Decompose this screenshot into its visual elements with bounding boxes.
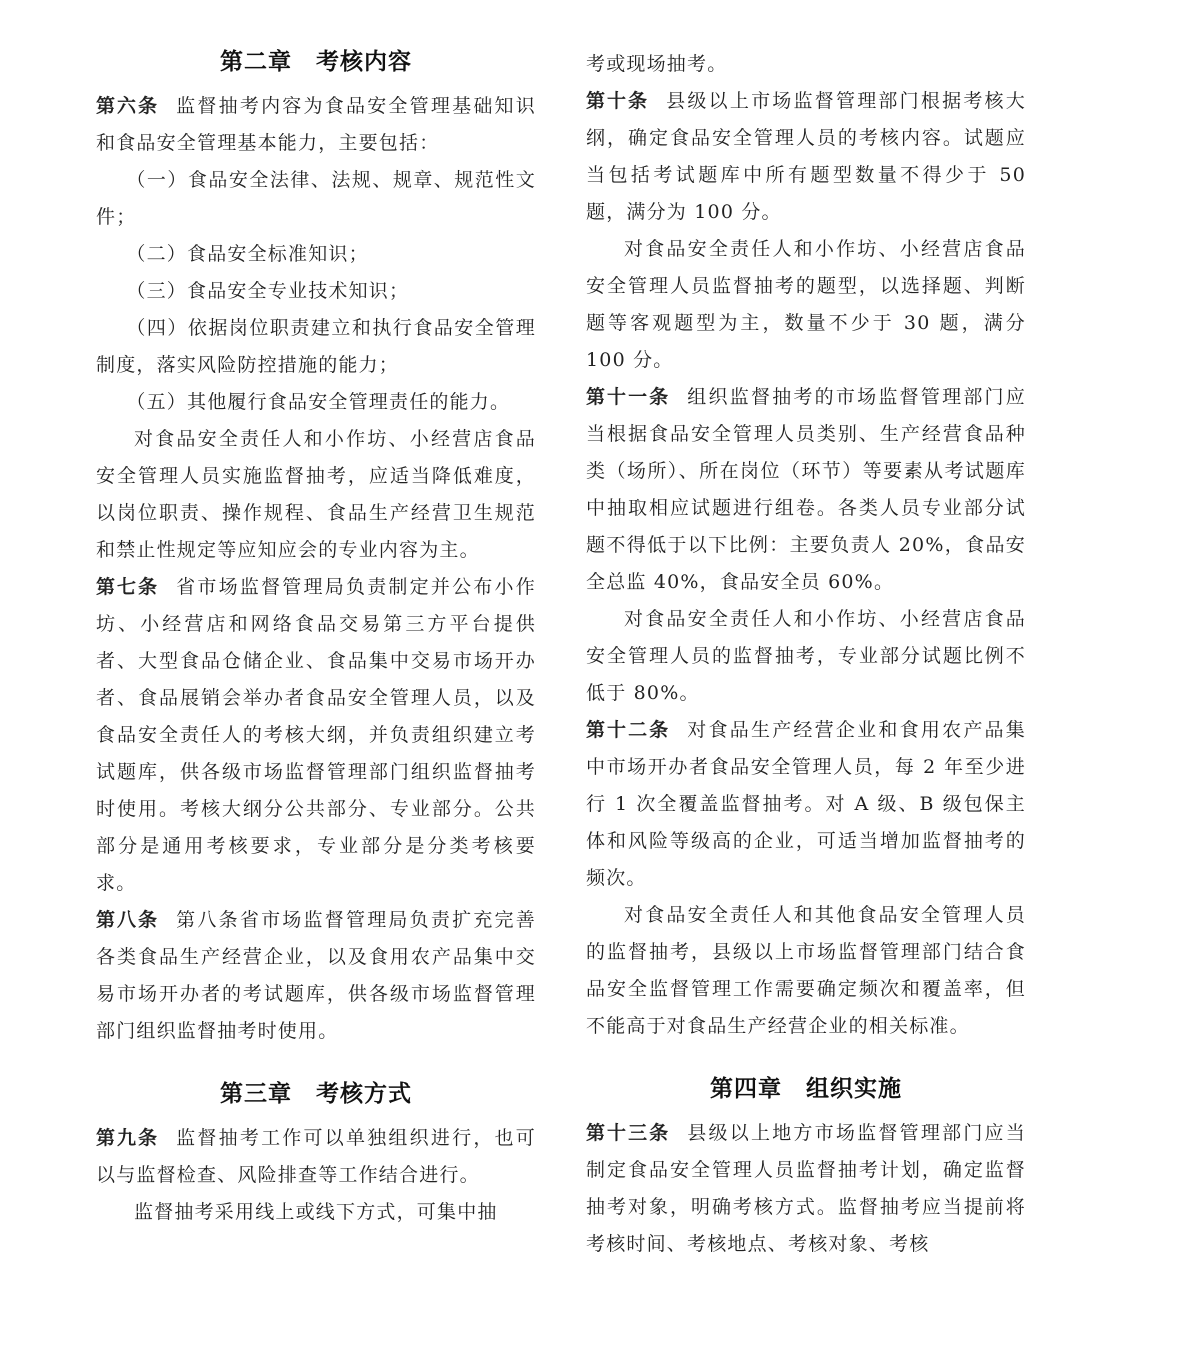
article-10-paragraph-2: 对食品安全责任人和小作坊、小经营店食品安全管理人员监督抽考的题型，以选择题、判断题等客观题型为主，数量不少于 30 题，满分 100 分。 bbox=[586, 238, 1026, 371]
article-6-item-5: （五）其他履行食品安全管理责任的能力。 bbox=[126, 391, 511, 413]
article-8-label: 第八条 bbox=[96, 909, 160, 931]
article-10-label: 第十条 bbox=[586, 90, 650, 112]
article-11-text: 组织监督抽考的市场监督管理部门应当根据食品安全管理人员类别、生产经营食品种类（场所）、所在岗位（环节）等要素从考试题库中抽取相应试题进行组卷。各类人员专业部分试题不得低于以下比例：主要负责人 20%，食品安全总监 40%，食品安全员 60%。 bbox=[586, 386, 1026, 593]
article-8 bbox=[96, 902, 536, 1050]
article-7-text: 省市场监督管理局负责制定并公布小作坊、小经营店和网络食品交易第三方平台提供者、大型食品仓储企业、食品集中交易市场开办者、食品展销会举办者食品安全管理人员，以及食品安全责任人的考核大纲，并负责组织建立考试题库，供各级市场监督管理部门组织监督抽考时使用。考核大纲分公共部分、专业部分。公共部分是通用考核要求，专业部分是分类考核要求。 bbox=[96, 576, 536, 894]
article-9 bbox=[96, 1120, 536, 1194]
article-6-item-1: （一）食品安全法律、法规、规章、规范性文件； bbox=[96, 169, 536, 228]
article-6-label: 第六条 bbox=[96, 95, 160, 117]
article-7 bbox=[96, 569, 536, 902]
article-6 bbox=[96, 88, 536, 162]
article-10 bbox=[586, 83, 1026, 231]
article-6-text: 监督抽考内容为食品安全管理基础知识和食品安全管理基本能力，主要包括： bbox=[96, 95, 536, 154]
article-12-text: 对食品生产经营企业和食用农产品集中市场开办者食品安全管理人员，每 2 年至少进行 1 次全覆盖监督抽考。对 A 级、B 级包保主体和风险等级高的企业，可适当增加监督抽考的频次。 bbox=[586, 719, 1026, 889]
article-13 bbox=[586, 1115, 1026, 1263]
chapter-2-heading: 第二章 考核内容 bbox=[220, 49, 412, 75]
article-10-text: 县级以上市场监督管理部门根据考核大纲，确定食品安全管理人员的考核内容。试题应当包括考试题库中所有题型数量不得少于 50 题，满分为 100 分。 bbox=[586, 90, 1026, 223]
article-6-item-4: （四）依据岗位职责建立和执行食品安全管理制度，落实风险防控措施的能力； bbox=[96, 317, 536, 376]
article-9-label: 第九条 bbox=[96, 1127, 160, 1149]
article-6-paragraph-2: 对食品安全责任人和小作坊、小经营店食品安全管理人员实施监督抽考，应适当降低难度，以岗位职责、操作规程、食品生产经营卫生规范和禁止性规定等应知应会的专业内容为主。 bbox=[96, 428, 536, 561]
article-9-text: 监督抽考工作可以单独组织进行，也可以与监督检查、风险排查等工作结合进行。 bbox=[96, 1127, 536, 1186]
article-12-label: 第十二条 bbox=[586, 719, 671, 741]
left-column bbox=[96, 36, 536, 1231]
article-11-paragraph-2: 对食品安全责任人和小作坊、小经营店食品安全管理人员的监督抽考，专业部分试题比例不低于 80%。 bbox=[586, 608, 1026, 704]
right-column bbox=[586, 46, 1026, 1263]
article-8-text: 第八条省市场监督管理局负责扩充完善各类食品生产经营企业，以及食用农产品集中交易市场开办者的考试题库，供各级市场监督管理部门组织监督抽考时使用。 bbox=[96, 909, 536, 1042]
article-12 bbox=[586, 712, 1026, 897]
article-9-continuation: 考或现场抽考。 bbox=[586, 53, 728, 75]
article-12-paragraph-2: 对食品安全责任人和其他食品安全管理人员的监督抽考，县级以上市场监督管理部门结合食品安全监督管理工作需要确定频次和覆盖率，但不能高于对食品生产经营企业的相关标准。 bbox=[586, 904, 1026, 1037]
article-7-label: 第七条 bbox=[96, 576, 160, 598]
article-13-text: 县级以上地方市场监督管理部门应当制定食品安全管理人员监督抽考计划，确定监督抽考对象，明确考核方式。监督抽考应当提前将考核时间、考核地点、考核对象、考核 bbox=[586, 1122, 1026, 1255]
article-6-item-3: （三）食品安全专业技术知识； bbox=[126, 280, 410, 302]
article-11-label: 第十一条 bbox=[586, 386, 671, 408]
article-6-item-2: （二）食品安全标准知识； bbox=[126, 243, 369, 265]
chapter-4-heading: 第四章 组织实施 bbox=[710, 1076, 902, 1102]
chapter-3-heading: 第三章 考核方式 bbox=[220, 1081, 412, 1107]
article-13-label: 第十三条 bbox=[586, 1122, 671, 1144]
article-11 bbox=[586, 379, 1026, 601]
article-9-paragraph-2: 监督抽考采用线上或线下方式，可集中抽 bbox=[134, 1201, 498, 1223]
